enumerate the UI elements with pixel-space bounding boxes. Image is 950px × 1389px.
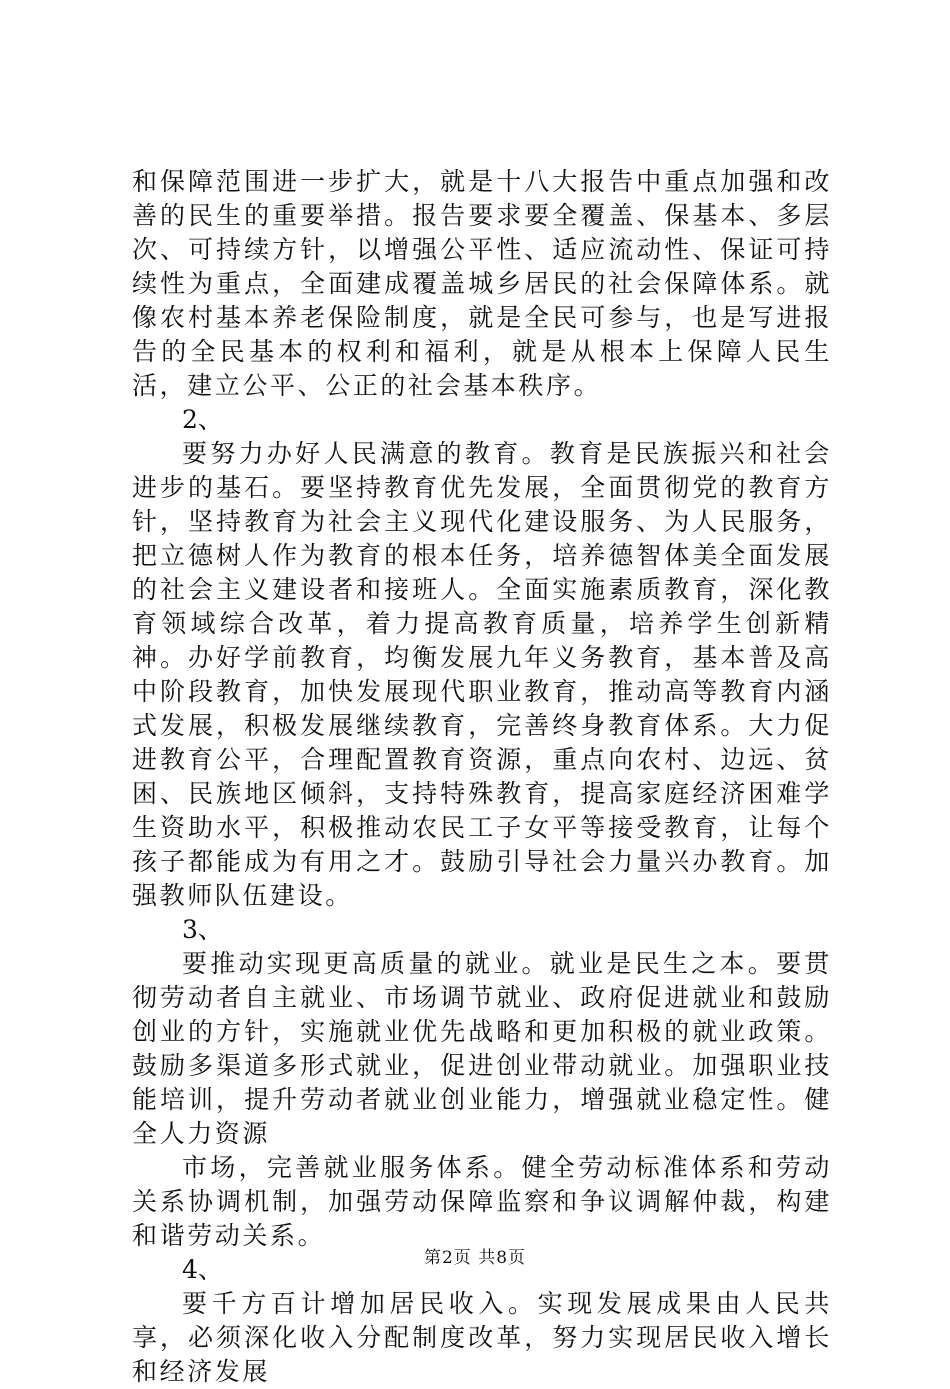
paragraph-income: 要千方百计增加居民收入。实现发展成果由人民共享，必须深化收入分配制度改革，努力实现居民收入增长和经济发展 (132, 1289, 832, 1386)
section-number-3: 3、 (182, 915, 223, 944)
paragraph-education: 要努力办好人民满意的教育。教育是民族振兴和社会进步的基石。要坚持教育优先发展，全面贯彻党的教育方针，坚持教育为社会主义现代化建设服务、为人民服务，把立德树人作为教育的根本任务，培养德智体美全面发展的社会主义建设者和接班人。全面实施素质教育，深化教育领域综合改革，着力提高教育质量，培养学生创新精神。办好学前教育，均衡发展九年义务教育，基本普及高中阶段教育，加快发展现代职业教育，推动高等教育内涵式发展，积极发展继续教育，完善终身教育体系。大力促进教育公平，合理配置教育资源，重点向农村、边远、贫困、民族地区倾斜，支持特殊教育，提高家庭经济困难学生资助水平，积极推动农民工子女平等接受教育，让每个孩子都能成为有用之才。鼓励引导社会力量兴办教育。加强教师队伍建设。 (132, 439, 832, 910)
paragraph-employment-continued: 市场，完善就业服务体系。健全劳动标准体系和劳动关系协调机制，加强劳动保障监察和争议调解仲裁，构建和谐劳动关系。 (132, 1153, 832, 1250)
paragraph-employment: 要推动实现更高质量的就业。就业是民生之本。要贯彻劳动者自主就业、市场调节就业、政府促进就业和鼓励创业的方针，实施就业优先战略和更加积极的就业政策。鼓励多渠道多形式就业，促进创业带动就业。加强职业技能培训，提升劳动者就业创业能力，增强就业稳定性。健全人力资源 (132, 949, 832, 1148)
document-body (132, 165, 832, 1389)
paragraph-social-security: 和保障范围进一步扩大，就是十八大报告中重点加强和改善的民生的重要举措。报告要求要全覆盖、保基本、多层次、可持续方针，以增强公平性、适应流动性、保证可持续性为重点，全面建成覆盖城乡居民的社会保障体系。就像农村基本养老保险制度，就是全民可参与，也是写进报告的全民基本的权利和福利，就是从根本上保障人民生活，建立公平、公正的社会基本秩序。 (132, 167, 832, 400)
page-footer: 第2页 共8页 (423, 1248, 527, 1268)
section-number-2: 2、 (182, 405, 223, 434)
section-number-4: 4、 (182, 1255, 223, 1284)
